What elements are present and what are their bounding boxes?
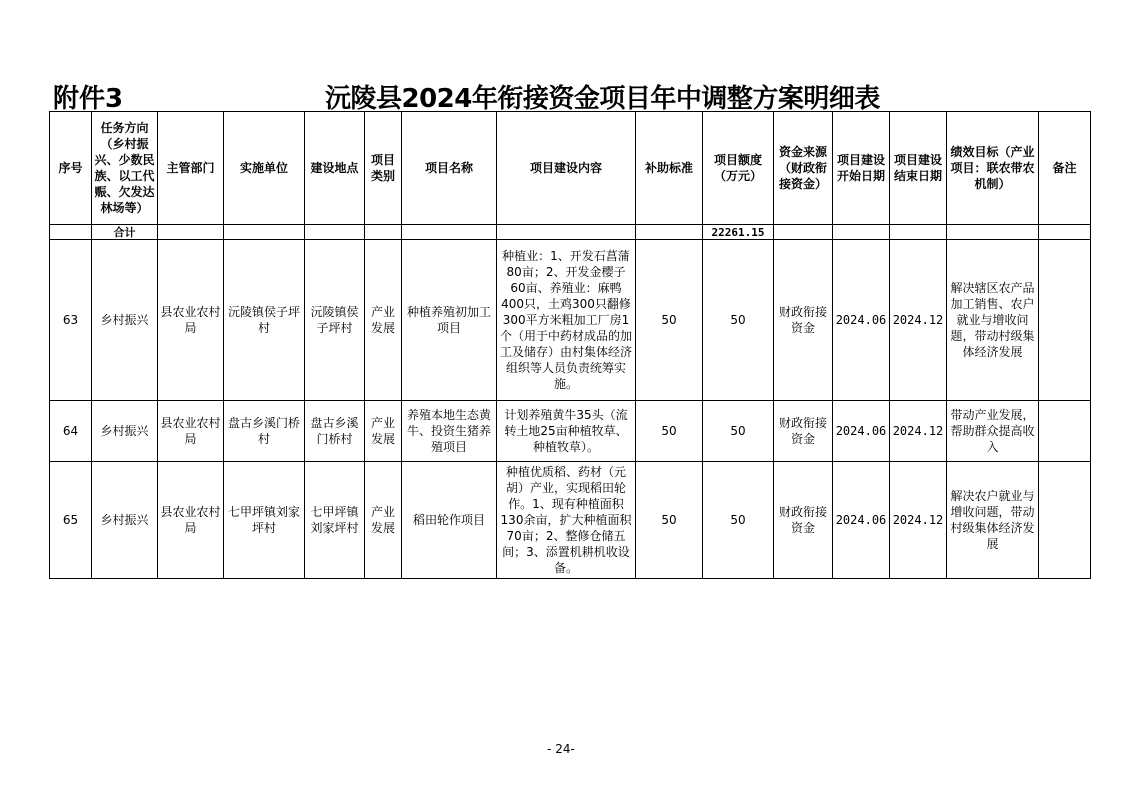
cell-goal: 解决农户就业与增收问题，带动村级集体经济发展 [947, 462, 1039, 579]
cell-content: 种植优质稻、药材（元胡）产业，实现稻田轮作。1、现有种植面积130余亩，扩大种植面积70亩；2、整修仓储五间；3、添置机耕机收设备。 [497, 462, 636, 579]
col-header-no: 序号 [50, 112, 92, 225]
attachment-label: 附件3 [53, 84, 124, 114]
cell-no: 65 [50, 462, 92, 579]
cell-standard: 50 [636, 240, 703, 401]
cell-direction: 乡村振兴 [92, 401, 158, 462]
col-header-unit: 实施单位 [224, 112, 305, 225]
cell-category: 产业发展 [365, 462, 402, 579]
col-header-source: 资金来源（财政衔接资金） [774, 112, 833, 225]
cell-goal: 解决辖区农产品加工销售、农户就业与增收问题，带动村级集体经济发展 [947, 240, 1039, 401]
cell-remark [1039, 240, 1091, 401]
cell-end: 2024.12 [890, 401, 947, 462]
cell-end: 2024.12 [890, 240, 947, 401]
cell-content: 种植业：1、开发石菖蒲80亩；2、开发金樱子60亩、养殖业：麻鸭400只，土鸡300只翻修300平方米粗加工厂房1个（用于中药材成品的加工及储存）由村集体经济组织等人员负责统筹实施。 [497, 240, 636, 401]
col-header-content: 项目建设内容 [497, 112, 636, 225]
summary-row [50, 225, 1091, 240]
col-header-dept: 主管部门 [158, 112, 224, 225]
cell-source: 财政衔接资金 [774, 401, 833, 462]
header-row [50, 112, 1091, 225]
cell-no: 63 [50, 240, 92, 401]
cell-category: 产业发展 [365, 401, 402, 462]
cell-unit: 盘古乡溪门桥村 [224, 401, 305, 462]
page-title: 沅陵县2024年衔接资金项目年中调整方案明细表 [325, 84, 880, 114]
cell-amount: 50 [703, 462, 774, 579]
cell-unit: 沅陵镇侯子坪村 [224, 240, 305, 401]
cell-remark [1039, 462, 1091, 579]
cell-remark [1039, 401, 1091, 462]
col-header-direction: 任务方向（乡村振兴、少数民族、以工代赈、欠发达林场等） [92, 112, 158, 225]
cell-start: 2024.06 [833, 240, 890, 401]
col-header-category: 项目类别 [365, 112, 402, 225]
col-header-goal: 绩效目标（产业项目：联农带农机制） [947, 112, 1039, 225]
cell-unit: 七甲坪镇刘家坪村 [224, 462, 305, 579]
col-header-remark: 备注 [1039, 112, 1091, 225]
table-row [50, 462, 1091, 579]
detail-table [49, 111, 1091, 579]
cell-name: 养殖本地生态黄牛、投资生猪养殖项目 [402, 401, 497, 462]
cell-source: 财政衔接资金 [774, 240, 833, 401]
col-header-standard: 补助标准 [636, 112, 703, 225]
page-number: - 24- [547, 742, 575, 756]
summary-total: 22261.15 [703, 225, 774, 240]
cell-name: 种植养殖初加工项目 [402, 240, 497, 401]
cell-amount: 50 [703, 401, 774, 462]
cell-dept: 县农业农村局 [158, 401, 224, 462]
cell-dept: 县农业农村局 [158, 462, 224, 579]
cell-end: 2024.12 [890, 462, 947, 579]
col-header-amount: 项目额度（万元） [703, 112, 774, 225]
cell-no: 64 [50, 401, 92, 462]
cell-name: 稻田轮作项目 [402, 462, 497, 579]
col-header-end: 项目建设结束日期 [890, 112, 947, 225]
cell-standard: 50 [636, 462, 703, 579]
cell-category: 产业发展 [365, 240, 402, 401]
cell-source: 财政衔接资金 [774, 462, 833, 579]
table-row [50, 240, 1091, 401]
cell-dept: 县农业农村局 [158, 240, 224, 401]
col-header-location: 建设地点 [305, 112, 365, 225]
cell-direction: 乡村振兴 [92, 462, 158, 579]
cell-start: 2024.06 [833, 462, 890, 579]
col-header-name: 项目名称 [402, 112, 497, 225]
cell-location: 七甲坪镇刘家坪村 [305, 462, 365, 579]
table-row [50, 401, 1091, 462]
cell-content: 计划养殖黄牛35头（流转土地25亩种植牧草、种植牧草）。 [497, 401, 636, 462]
col-header-start: 项目建设开始日期 [833, 112, 890, 225]
cell-start: 2024.06 [833, 401, 890, 462]
cell-amount: 50 [703, 240, 774, 401]
cell-location: 沅陵镇侯子坪村 [305, 240, 365, 401]
cell-standard: 50 [636, 401, 703, 462]
summary-label: 合计 [92, 225, 158, 240]
cell-goal: 带动产业发展，帮助群众提高收入 [947, 401, 1039, 462]
cell-direction: 乡村振兴 [92, 240, 158, 401]
cell-location: 盘古乡溪门桥村 [305, 401, 365, 462]
